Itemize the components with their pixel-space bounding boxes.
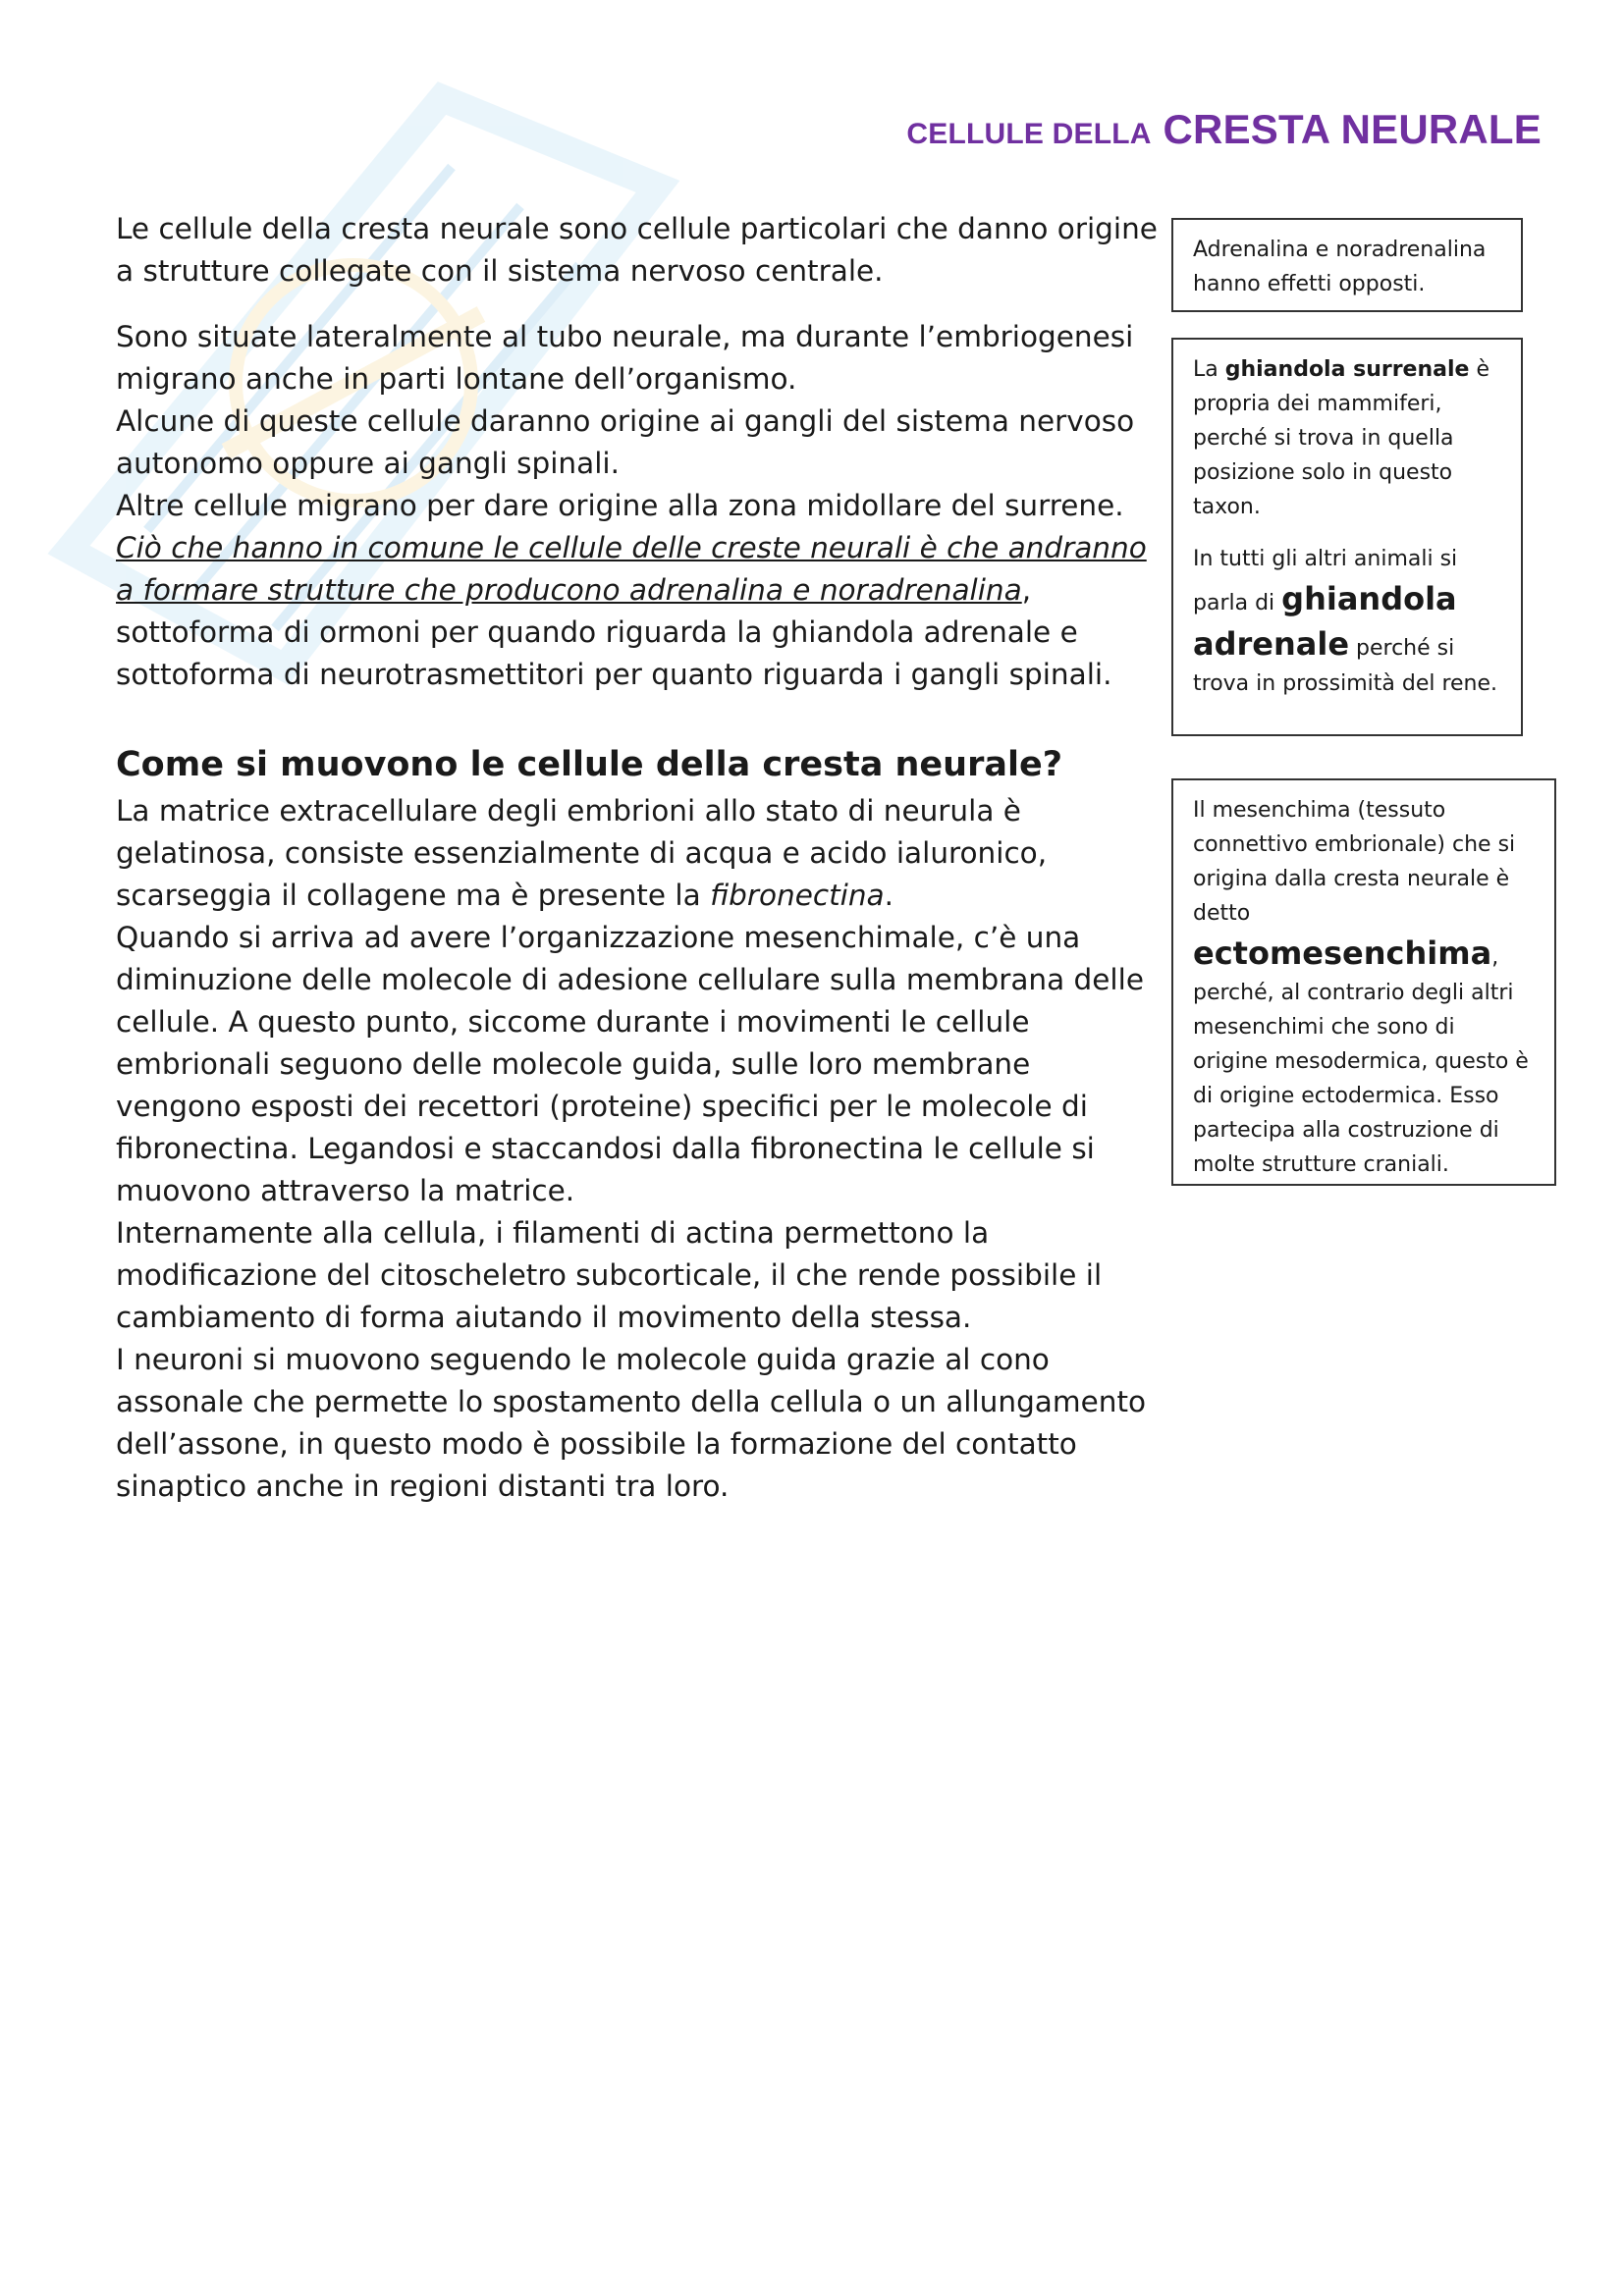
note-2-big-term: ghiandola adrenale	[1193, 580, 1457, 663]
note-3-text-b: , perché, al contrario degli altri mesenchimi che sono di origine mesodermica, questo è di origine ectodermica. Esso partecipa alla costruzione di molte strutture craniali.	[1193, 945, 1529, 1177]
location-line-3: Altre cellule migrano per dare origine alla zona midollare del surrene.	[116, 489, 1124, 522]
actin-paragraph: Internamente alla cellula, i filamenti di actina permettono la modificazione del citoscheletro subcorticale, il che rende possibile il cambiamento di forma aiutando il movimento della stessa.	[116, 1216, 1103, 1334]
sidebar-note-ghiandola	[1171, 338, 1523, 736]
note-2-text-c: In tutti gli altri animali si parla di	[1193, 547, 1458, 615]
page-title	[906, 106, 1542, 153]
note-2-text-b: è propria dei mammiferi, perché si trova in quella posizione solo in questo taxon.	[1193, 357, 1489, 519]
title-large: CRESTA NEURALE	[1163, 106, 1542, 152]
matrix-text: La matrice extracellulare degli embrioni allo stato di neurula è gelatinosa, consiste essenzialmente di acqua e acido ialuronico, scarseggia il collagene ma è presente la	[116, 794, 1048, 912]
matrix-period: .	[884, 879, 894, 912]
fibronectina-term: fibronectina	[710, 879, 885, 912]
title-small-initial: C	[906, 118, 929, 150]
sidebar-note-adrenalina	[1171, 218, 1523, 312]
note-3-text	[1193, 793, 1535, 1182]
mesenchymal-paragraph: Quando si arriva ad avere l’organizzazione mesenchimale, c’è una diminuzione delle molecole di adesione cellulare sulla membrana delle cellule. A questo punto, siccome durante i movimenti le cellule embrionali seguono delle molecole guida, sulle loro membrane vengono esposti dei recettori (proteine) specifici per le molecole di fibronectina. Legandosi e staccandosi dalla fibronectina le cellule si muovono attraverso la matrice.	[116, 921, 1144, 1207]
main-text	[116, 208, 1162, 1508]
neurons-paragraph: I neuroni si muovono seguendo le molecole guida grazie al cono assonale che permette lo spostamento della cellula o un allungamento dell’assone, in questo modo è possibile la formazione del contatto sinaptico anche in regioni distanti tra loro.	[116, 1343, 1147, 1503]
note-2-text-d: perché si trova in prossimità del rene.	[1193, 636, 1498, 696]
location-line-1: Sono situate lateralmente al tubo neurale, ma durante l’embriogenesi migrano anche in parti lontane dell’organismo.	[116, 320, 1134, 396]
note-2-bold-term: ghiandola surrenale	[1224, 357, 1470, 382]
location-line-rest: , sottoforma di ormoni per quando riguarda la ghiandola adrenale e sottoforma di neurotrasmettitori per quanto riguarda i gangli spinali.	[116, 573, 1112, 691]
location-line-2: Alcune di queste cellule daranno origine ai gangli del sistema nervoso autonomo oppure ai gangli spinali.	[116, 404, 1135, 480]
note-3-big-term: ectomesenchima	[1193, 934, 1492, 972]
emphasized-sentence: Ciò che hanno in comune le cellule delle creste neurali è che andranno a formare strutture che producono adrenalina e noradrenalina	[116, 531, 1147, 607]
note-1-text: Adrenalina e noradrenalina hanno effetti opposti.	[1193, 238, 1487, 296]
location-paragraph	[116, 316, 1162, 696]
matrix-paragraph	[116, 790, 1162, 917]
note-2-second	[1193, 542, 1501, 701]
sidebar-note-ectomesenchima	[1171, 778, 1556, 1186]
intro-paragraph: Le cellule della cresta neurale sono cellule particolari che danno origine a strutture collegate con il sistema nervoso centrale.	[116, 212, 1158, 288]
title-small-caps: ELLULE DELLA	[928, 118, 1152, 150]
note-3-text-a: Il mesenchima (tessuto connettivo embrionale) che si origina dalla cresta neurale è detto	[1193, 798, 1516, 926]
note-2-first	[1193, 352, 1501, 524]
section-heading: Come si muovono le cellule della cresta neurale?	[116, 745, 1063, 784]
note-2-text-a: La	[1193, 357, 1225, 382]
